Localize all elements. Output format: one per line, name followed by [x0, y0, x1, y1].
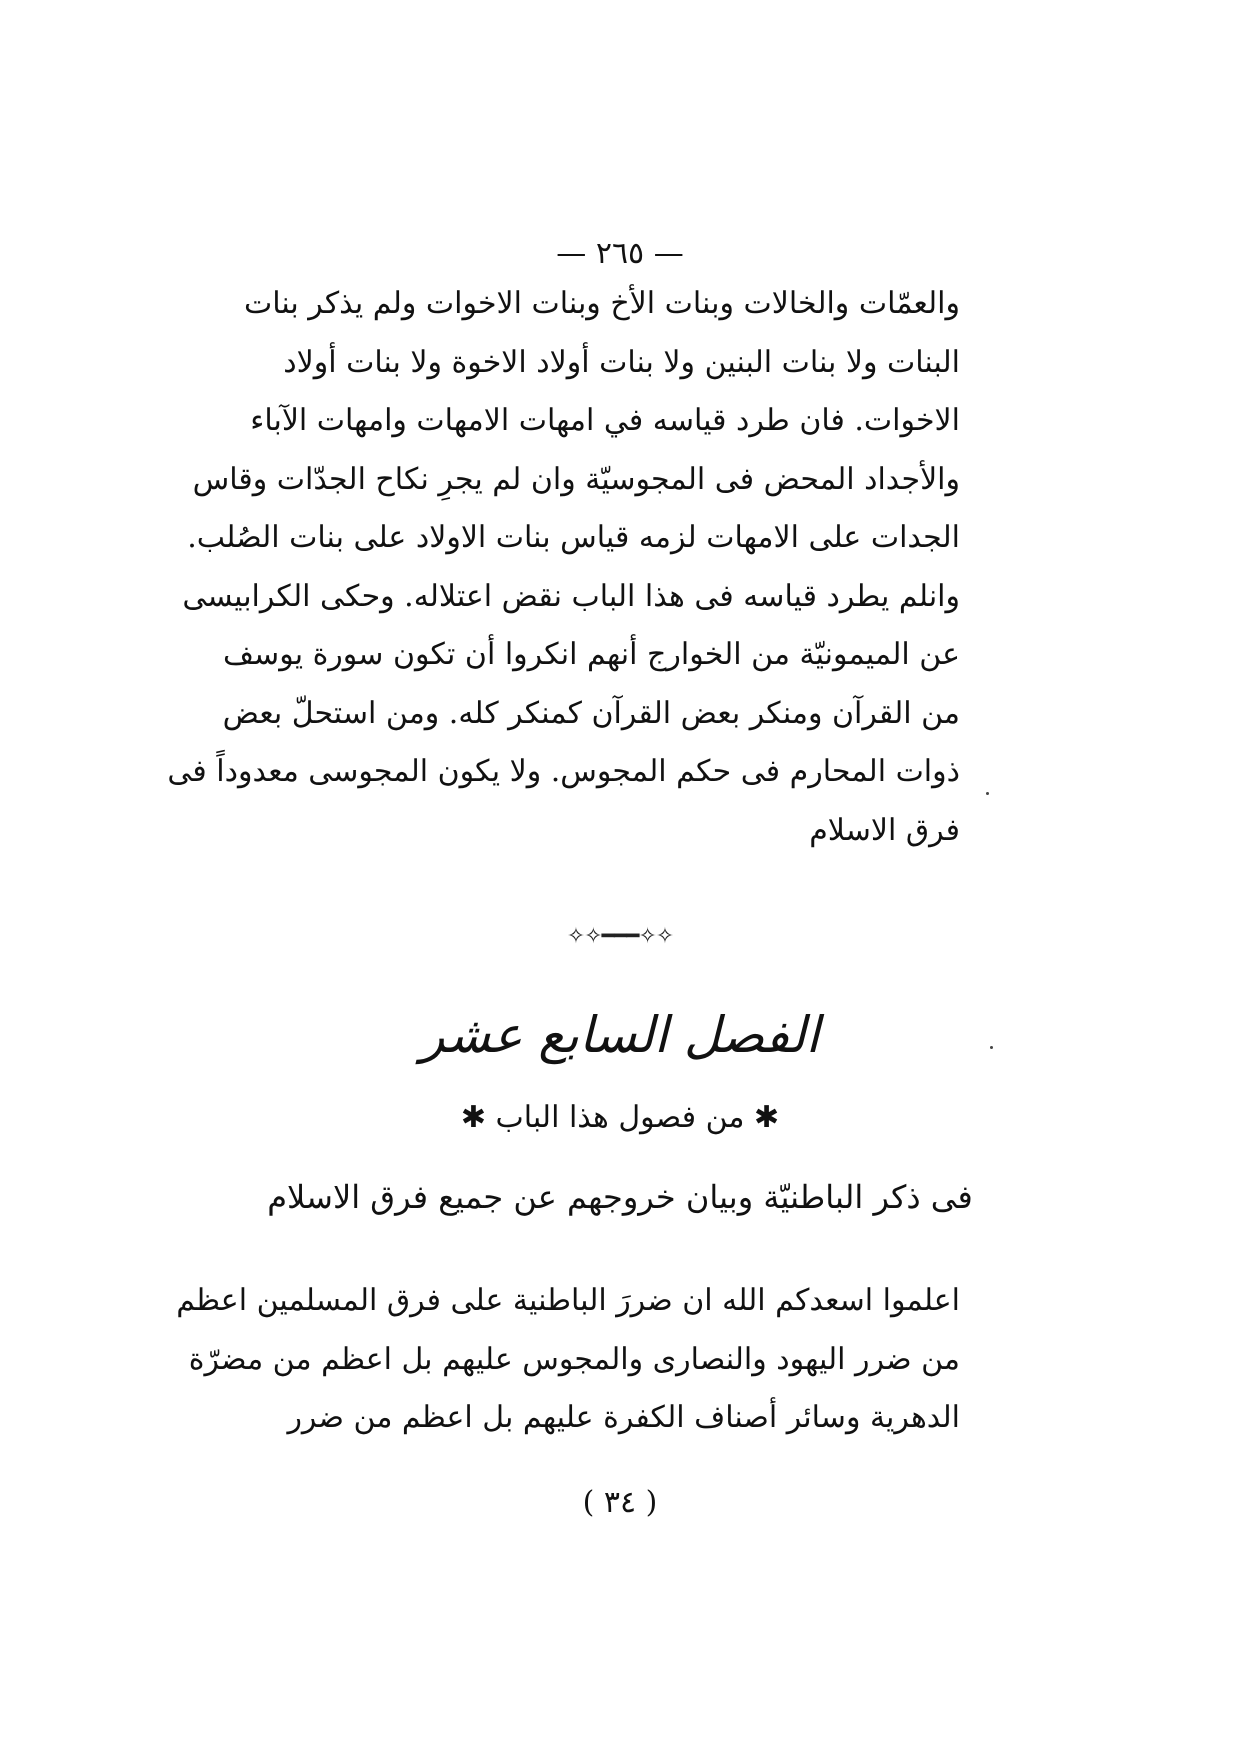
text-line: الاخوات. فان طرد قياسه في امهات الامهات وامهات الآباء — [250, 403, 960, 438]
text-line: من ضرر اليهود والنصارى والمجوس عليهم بل اعظم من مضرّة — [188, 1341, 960, 1377]
margin-speck — [986, 792, 989, 795]
text-line: من القرآن ومنكر بعض القرآن كمنكر كله. ومن استحلّ بعض — [222, 695, 960, 731]
text-line: وانلم يطرد قياسه فى هذا الباب نقض اعتلاله. وحكى الكرابيسى — [182, 578, 960, 614]
body-paragraph — [167, 275, 960, 860]
text-line: عن الميمونيّة من الخوارج أنهم انكروا أن تكون سورة يوسف — [223, 637, 960, 672]
text-line: اعلموا اسعدكم الله ان ضررَ الباطنية على فرق المسلمين اعظم — [176, 1283, 960, 1318]
text-line: البنات ولا بنات البنين ولا بنات أولاد الاخوة ولا بنات أولاد — [283, 344, 960, 380]
text-line: الدهرية وسائر أصناف الكفرة عليهم بل اعظم من ضرر — [287, 1400, 960, 1435]
text-line: والعمّات والخالات وبنات الأخ وبنات الاخوات ولم يذكر بنات — [243, 286, 960, 321]
chapter-paragraph — [176, 1272, 960, 1448]
margin-speck — [990, 1046, 993, 1049]
text-line: الجدات على الامهات لزمه قياس بنات الاولاد على بنات الصُلب. — [187, 520, 960, 555]
text-line: فرق الاسلام — [809, 812, 960, 848]
text-line: ذوات المحارم فى حكم المجوس. ولا يكون المجوسى معدوداً فى — [167, 754, 960, 789]
chapter-topic: فى ذكر الباطنيّة وبيان خروجهم عن جميع فرق الاسلام — [267, 1178, 973, 1216]
page-number: — ٢٦٥ — — [556, 236, 684, 271]
chapter-subtitle: ✱ من فصول هذا الباب ✱ — [460, 1100, 780, 1135]
section-divider-ornament: ✧✧━━━✧✧ — [566, 924, 674, 949]
chapter-title: الفصل السابع عشر — [420, 1006, 820, 1064]
signature-mark: ( ٣٤ ) — [582, 1485, 658, 1520]
text-line: والأجداد المحض فى المجوسيّة وان لم يجرِ نكاح الجدّات وقاس — [192, 461, 960, 497]
